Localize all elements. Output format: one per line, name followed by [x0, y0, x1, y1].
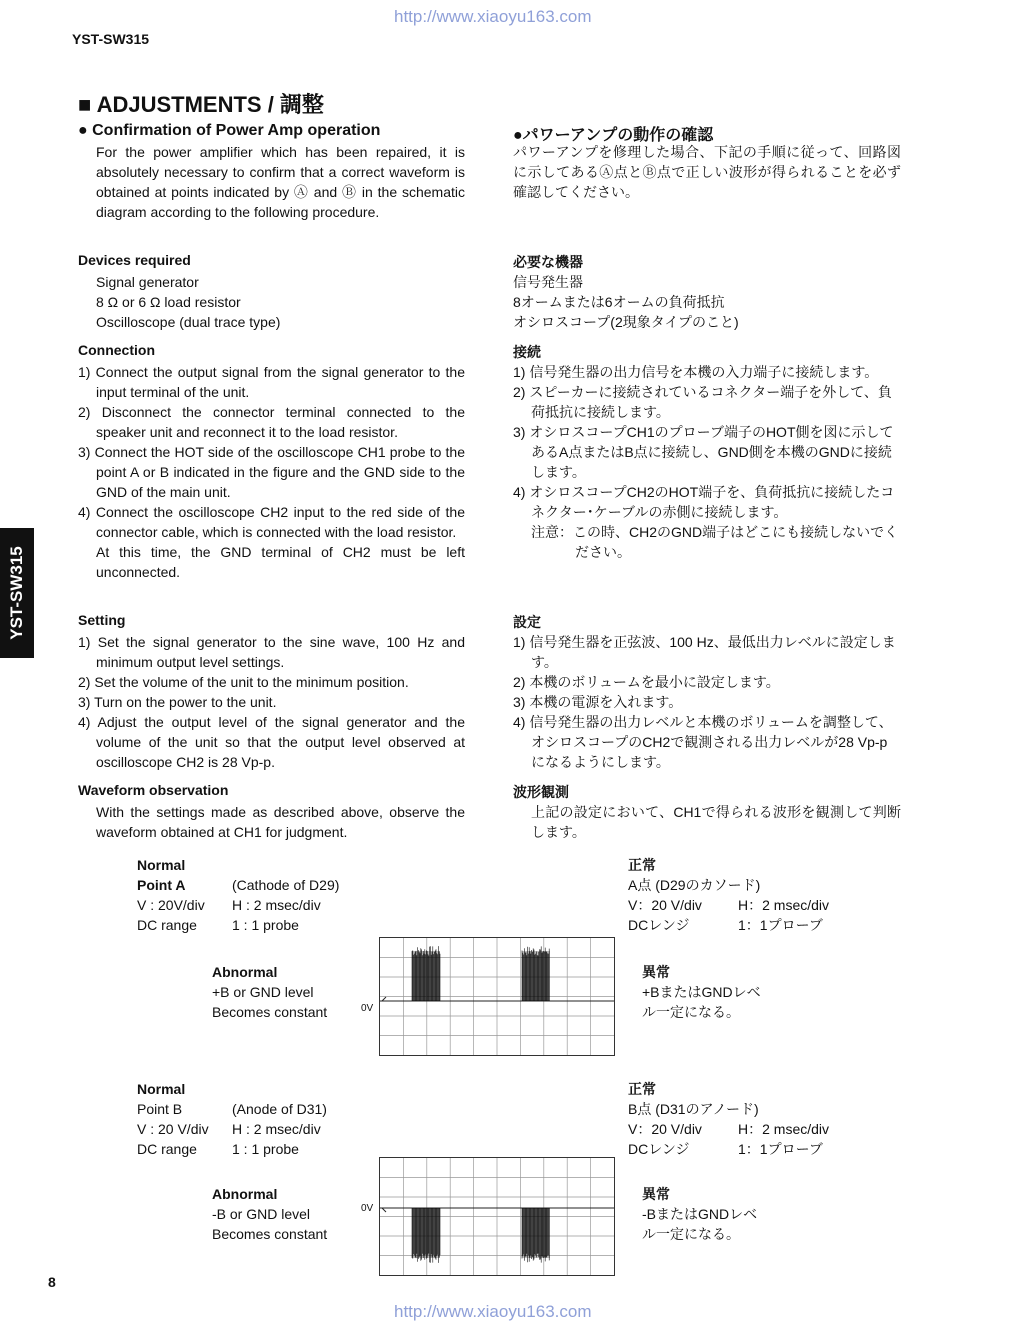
top-url-watermark: http://www.xiaoyu163.com	[394, 7, 592, 26]
setting-item: 3) Turn on the power to the unit.	[78, 694, 277, 710]
scope-b-waveform	[380, 1158, 614, 1275]
setting-list-en	[78, 632, 465, 772]
setting-item: 4) Adjust the output level of the signal generator and the volume of the unit so that the output level observed at oscilloscope CH2 is 28 Vp-p.	[78, 714, 465, 770]
connection-note-jp: 注意：この時、CH2のGND端子はどこにも接続しないでください。	[531, 524, 899, 560]
fig-a-settings-jp	[628, 855, 829, 935]
side-tab	[0, 528, 34, 658]
fig-a-abnormal: Abnormal	[212, 964, 278, 980]
fig-b-jp-h: H：2 msec/div	[738, 1121, 830, 1137]
fig-b-settings-jp	[628, 1079, 829, 1159]
fig-b-abn2: Becomes constant	[212, 1226, 328, 1242]
page-number: 8	[48, 1274, 56, 1290]
connection-title-en: Connection	[78, 342, 155, 358]
fig-a-jp-abn1: +BまたはGNDレベ	[642, 984, 761, 1000]
fig-b-jp-v: V：20 V/div	[628, 1121, 702, 1137]
fig-a-settings-en	[137, 855, 339, 935]
fig-b-abn1: -B or GND level	[212, 1206, 311, 1222]
fig-b-abnormal: Abnormal	[212, 1186, 278, 1202]
setting-item: 2) 本機のボリュームを最小に設定します。	[513, 674, 780, 690]
waveform-burst-fill	[412, 1208, 440, 1258]
setting-title-en: Setting	[78, 612, 126, 628]
fig-a-dc: DC range	[137, 917, 197, 933]
waveform-burst-fill	[522, 1208, 550, 1258]
waveform-text-en: With the settings made as described above, observe the waveform obtained at CH1 for judgment.	[96, 804, 465, 840]
fig-a-abnormal-jp	[642, 962, 761, 1022]
connection-note-en: At this time, the GND terminal of CH2 must be left unconnected.	[96, 544, 465, 580]
devices-list-jp	[513, 272, 739, 332]
connection-list-jp	[513, 362, 901, 562]
fig-b-jp-point: B点 (D31のアノード)	[628, 1101, 759, 1117]
fig-a-abnormal-en	[212, 962, 327, 1022]
fig-b-point-desc: (Anode of D31)	[232, 1101, 327, 1117]
connection-item: 2) スピーカーに接続されているコネクター端子を外して、負荷抵抗に接続します。	[513, 384, 892, 420]
fig-a-jp-point: A点 (D29のカソード)	[628, 877, 761, 893]
setting-item: 3) 本機の電源を入れます。	[513, 694, 683, 710]
bottom-url-watermark: http://www.xiaoyu163.com	[394, 1302, 592, 1321]
fig-a-point: Point A	[137, 877, 186, 893]
waveform-burst-fill	[412, 951, 440, 1001]
setting-title-jp: 設定	[513, 614, 541, 630]
fig-a-zero-label: 0V	[361, 1003, 374, 1014]
connection-item: 4) Connect the oscilloscope CH2 input to the red side of the connector cable, which is connected with the load resistor.	[78, 504, 465, 540]
devices-list-en	[96, 272, 280, 332]
fig-b-point: Point B	[137, 1101, 183, 1117]
zero-marker	[382, 997, 386, 1001]
fig-a-point-desc: (Cathode of D29)	[232, 877, 340, 893]
zero-marker	[382, 1208, 386, 1212]
fig-a-jp-normal: 正常	[628, 857, 656, 873]
model-header: YST-SW315	[72, 31, 150, 47]
devices-title-en: Devices required	[78, 252, 191, 268]
fig-a-jp-abnormal: 異常	[642, 964, 670, 980]
fig-b-jp-probe: 1：1プローブ	[738, 1141, 823, 1157]
device-item: オシロスコープ(2現象タイプのこと)	[513, 314, 739, 330]
fig-a-jp-h: H：2 msec/div	[738, 897, 830, 913]
confirm-title-jp: ●パワーアンプの動作の確認	[513, 127, 714, 144]
connection-item: 3) Connect the HOT side of the oscilloscope CH1 probe to the point A or B indicated in the figure and the GND side to the GND of the main unit.	[78, 444, 465, 500]
connection-list-en	[78, 362, 465, 582]
fig-a-jp-abn2: ル一定になる。	[642, 1004, 740, 1020]
fig-b-jp-abn1: -BまたはGNDレベ	[642, 1206, 758, 1222]
fig-b-settings-en	[137, 1079, 327, 1159]
fig-a-jp-dc: DCレンジ	[628, 917, 690, 933]
scope-a-waveform	[380, 938, 614, 1055]
connection-item: 1) Connect the output signal from the signal generator to the input terminal of the unit.	[78, 364, 465, 400]
fig-a-abn1: +B or GND level	[212, 984, 314, 1000]
connection-item: 4) オシロスコープCH2のHOT端子を、負荷抵抗に接続したコネクター･ケーブルの赤側に接続します。	[513, 484, 895, 520]
waveform-burst-fill	[522, 951, 550, 1001]
scope-screen-a	[379, 937, 615, 1056]
fig-b-probe: 1 : 1 probe	[232, 1141, 299, 1157]
fig-b-jp-abn2: ル一定になる。	[642, 1226, 740, 1242]
fig-a-jp-probe: 1：1プローブ	[738, 917, 823, 933]
fig-b-abnormal-jp	[642, 1184, 757, 1244]
fig-a-v: V : 20V/div	[137, 897, 205, 913]
fig-b-v: V : 20 V/div	[137, 1121, 209, 1137]
setting-item: 2) Set the volume of the unit to the minimum position.	[78, 674, 409, 690]
side-tab-label: YST-SW315	[7, 546, 26, 640]
fig-a-abn2: Becomes constant	[212, 1004, 328, 1020]
waveform-text-jp: 上記の設定において、CH1で得られる波形を観測して判断します。	[531, 804, 901, 840]
setting-item: 1) Set the signal generator to the sine wave, 100 Hz and minimum output level settings.	[78, 634, 465, 670]
fig-a-jp-v: V：20 V/div	[628, 897, 702, 913]
device-item: Oscilloscope (dual trace type)	[96, 314, 281, 330]
confirm-title-en: ● Confirmation of Power Amp operation	[78, 122, 381, 139]
confirm-text-en: For the power amplifier which has been repaired, it is absolutely necessary to confirm that a correct waveform is obtained at points indicated by Ⓐ and Ⓑ in the schematic diagram according to the following procedure.	[96, 144, 465, 220]
device-item: 8 Ω or 6 Ω load resistor	[96, 294, 241, 310]
fig-b-jp-abnormal: 異常	[642, 1186, 670, 1202]
fig-b-zero-label: 0V	[361, 1203, 374, 1214]
section-title: ■ ADJUSTMENTS / 調整	[78, 92, 324, 117]
fig-a-normal: Normal	[137, 857, 186, 873]
fig-b-dc: DC range	[137, 1141, 197, 1157]
device-item: Signal generator	[96, 274, 199, 290]
connection-item: 3) オシロスコープCH1のプローブ端子のHOT側を図に示してあるA点またはB点に接続し、GND側を本機のGNDに接続します。	[513, 424, 894, 480]
setting-item: 1) 信号発生器を正弦波、100 Hz、最低出力レベルに設定します。	[513, 634, 896, 670]
fig-a-h: H : 2 msec/div	[232, 897, 321, 913]
device-item: 信号発生器	[513, 274, 583, 290]
fig-b-normal: Normal	[137, 1081, 186, 1097]
fig-b-jp-normal: 正常	[628, 1081, 656, 1097]
waveform-title-en: Waveform observation	[78, 782, 229, 798]
connection-item: 2) Disconnect the connector terminal connected to the speaker unit and reconnect it to the load resistor.	[78, 404, 465, 440]
confirm-text-jp: パワーアンプを修理した場合、下記の手順に従って、回路図に示してあるⒶ点とⒷ点で正しい波形が得られることを必ず確認してください。	[513, 144, 901, 200]
scope-screen-b	[379, 1157, 615, 1276]
connection-item: 1) 信号発生器の出力信号を本機の入力端子に接続します。	[513, 364, 879, 380]
devices-title-jp: 必要な機器	[513, 254, 583, 270]
setting-item: 4) 信号発生器の出力レベルと本機のボリュームを調整して、オシロスコープのCH2で観測される出力レベルが28 Vp-pになるようにします。	[513, 714, 893, 770]
fig-a-probe: 1 : 1 probe	[232, 917, 299, 933]
fig-b-jp-dc: DCレンジ	[628, 1141, 690, 1157]
device-item: 8オームまたは6オームの負荷抵抗	[513, 294, 725, 310]
fig-b-h: H : 2 msec/div	[232, 1121, 321, 1137]
waveform-title-jp: 波形観測	[513, 784, 569, 800]
setting-list-jp	[513, 632, 901, 772]
connection-title-jp: 接続	[513, 344, 541, 360]
fig-b-abnormal-en	[212, 1184, 327, 1244]
